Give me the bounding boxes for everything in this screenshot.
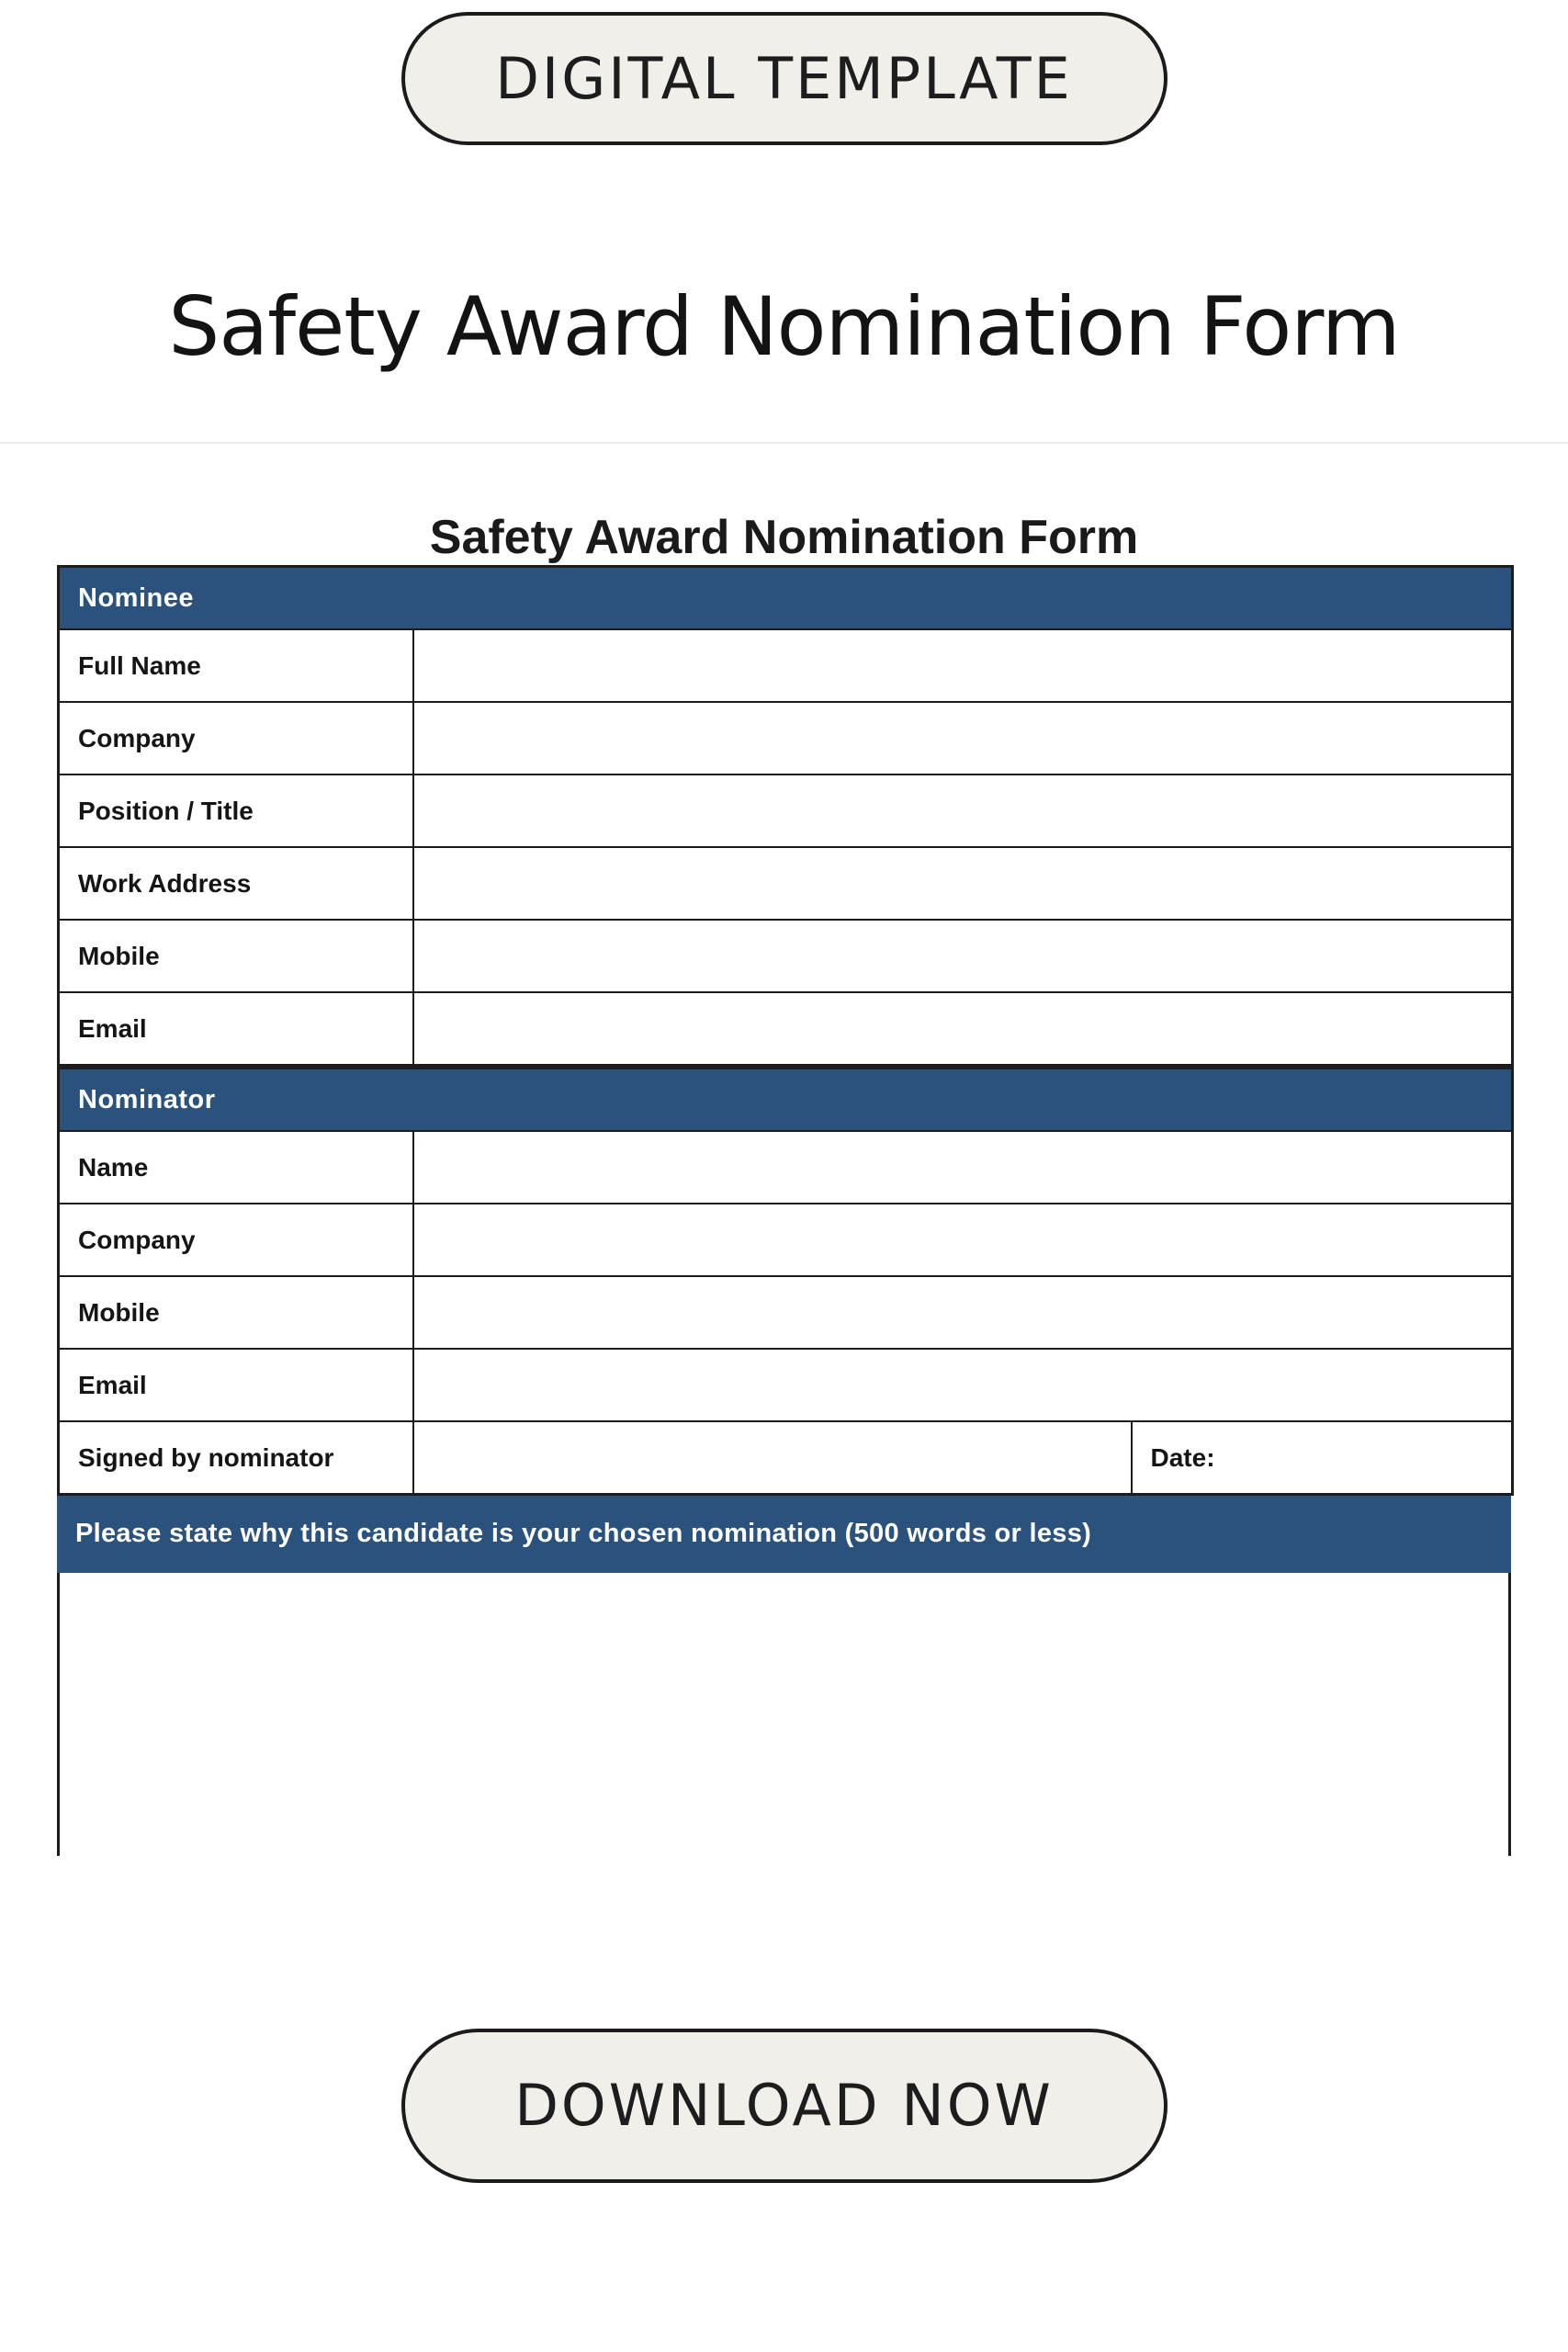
table-row — [59, 920, 1513, 992]
field-value-cell — [413, 847, 1513, 920]
nominee-table — [57, 565, 1514, 1067]
section-divider — [0, 442, 1568, 444]
field-value-cell — [413, 1276, 1513, 1349]
form-preview — [57, 510, 1511, 1856]
field-label-mobile: Mobile — [59, 1276, 413, 1349]
table-row — [59, 775, 1513, 847]
table-row — [59, 992, 1513, 1065]
table-row — [59, 1131, 1513, 1204]
field-label-email: Email — [59, 1349, 413, 1421]
statement-prompt-text: Please state why this candidate is your chosen nomination (500 words or less) — [75, 1519, 1092, 1549]
field-value-cell — [413, 775, 1513, 847]
field-label-mobile: Mobile — [59, 920, 413, 992]
table-row — [59, 1349, 1513, 1421]
field-label-signed-by-nominator: Signed by nominator — [59, 1421, 413, 1494]
table-row — [59, 629, 1513, 702]
form-title: Safety Award Nomination Form — [429, 510, 1139, 564]
field-value-cell — [413, 1349, 1513, 1421]
field-label-company: Company — [59, 1204, 413, 1276]
page-title: Safety Award Nomination Form — [168, 279, 1400, 374]
field-label-position-title: Position / Title — [59, 775, 413, 847]
field-label-full-name: Full Name — [59, 629, 413, 702]
field-value-cell — [413, 920, 1513, 992]
field-label-name: Name — [59, 1131, 413, 1204]
download-now-button[interactable] — [401, 2029, 1168, 2183]
field-label-email: Email — [59, 992, 413, 1065]
statement-prompt-bar — [57, 1496, 1511, 1573]
nominator-section-header: Nominator — [59, 1068, 1513, 1131]
table-row — [59, 847, 1513, 920]
nominator-table — [57, 1067, 1514, 1496]
field-value-cell — [413, 629, 1513, 702]
table-row — [59, 1068, 1513, 1131]
field-label-company: Company — [59, 702, 413, 775]
digital-template-badge-label: DIGITAL TEMPLATE — [495, 45, 1073, 112]
digital-template-badge — [401, 12, 1168, 145]
download-now-label: DOWNLOAD NOW — [514, 2072, 1054, 2140]
table-row — [59, 702, 1513, 775]
statement-answer-area — [57, 1573, 1511, 1856]
nominee-section-header: Nominee — [59, 566, 1513, 629]
table-row — [59, 566, 1513, 629]
table-row — [59, 1276, 1513, 1349]
table-row — [59, 1204, 1513, 1276]
field-value-cell — [413, 702, 1513, 775]
field-label-work-address: Work Address — [59, 847, 413, 920]
date-label: Date: — [1132, 1421, 1513, 1494]
table-row — [59, 1421, 1513, 1494]
field-value-cell — [413, 1131, 1513, 1204]
field-value-cell — [413, 992, 1513, 1065]
field-value-cell — [413, 1204, 1513, 1276]
signature-cell — [413, 1421, 1132, 1494]
